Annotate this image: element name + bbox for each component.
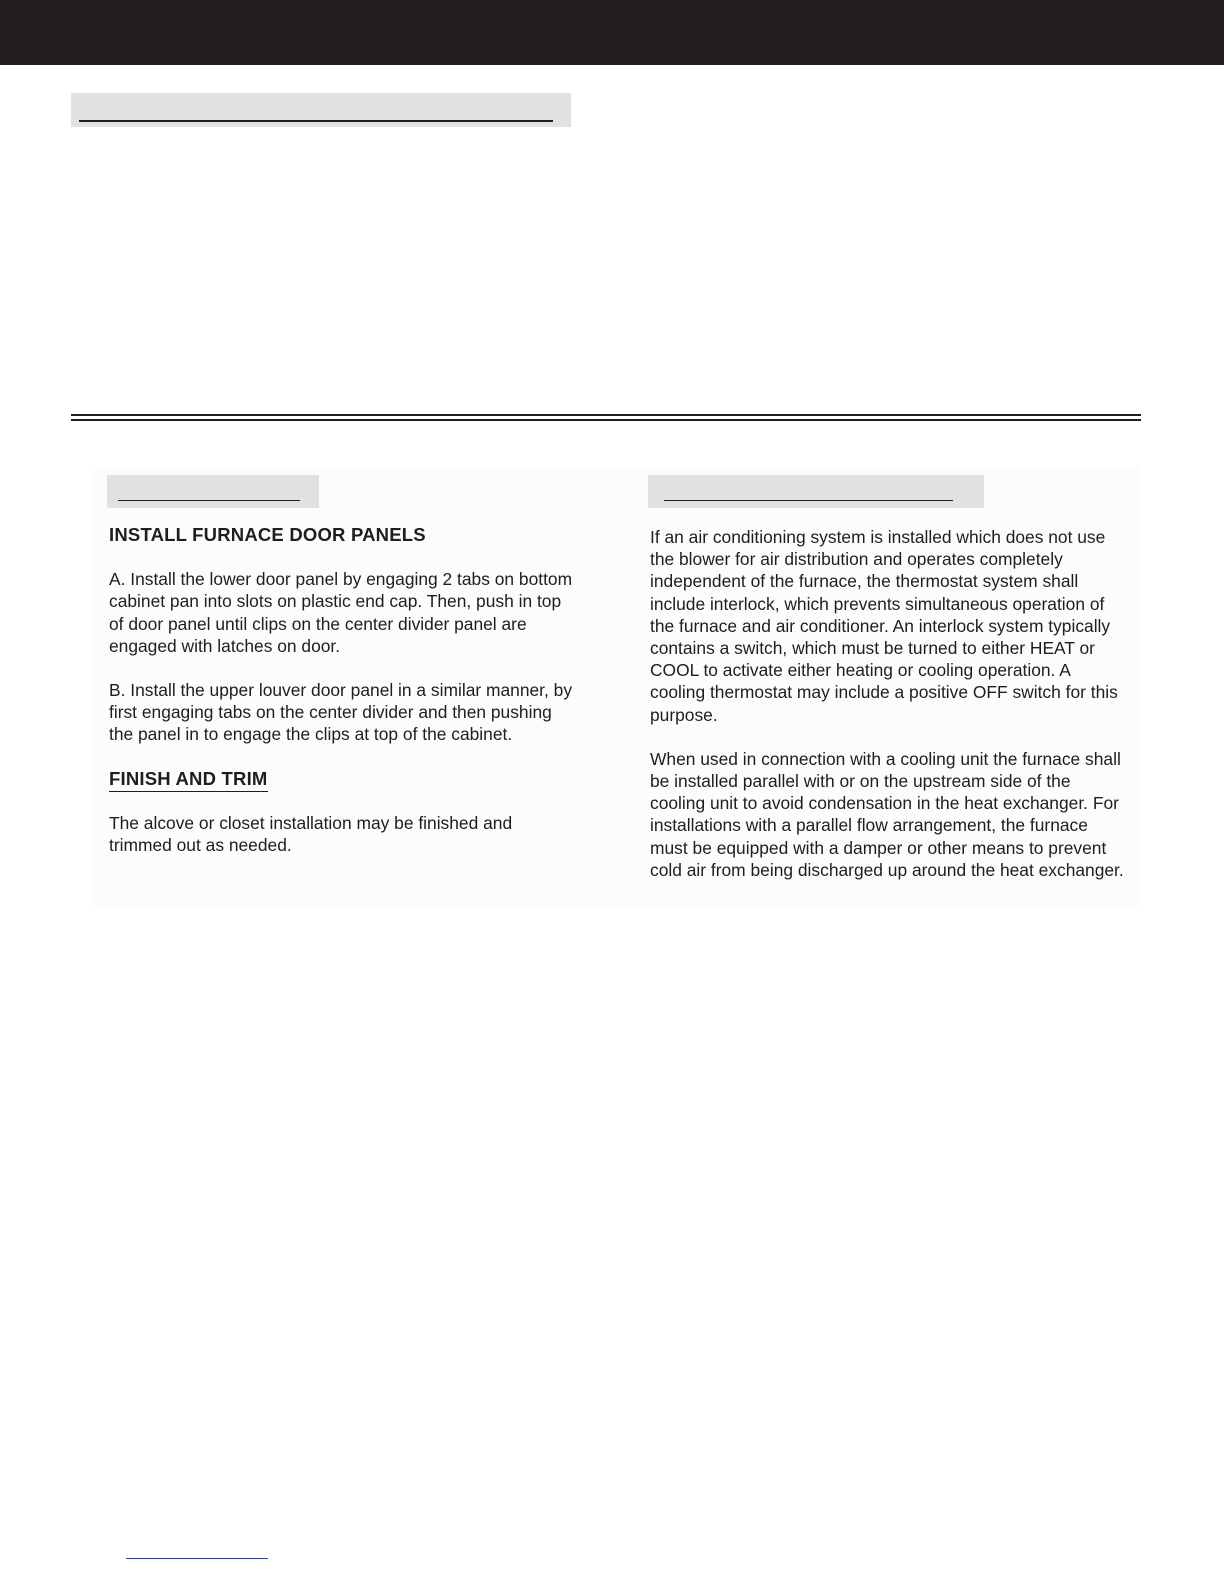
right-section-label-box — [648, 475, 984, 508]
section-title-box — [71, 93, 571, 127]
right-section-label-underline — [664, 500, 953, 501]
finish-and-trim-heading: FINISH AND TRIM — [109, 768, 268, 792]
top-header-bar — [0, 0, 1224, 65]
section-title-underline — [79, 120, 553, 122]
right-column — [650, 526, 1128, 881]
left-section-label-underline — [118, 500, 300, 501]
install-door-panels-heading: INSTALL FURNACE DOOR PANELS — [109, 524, 426, 545]
footer-link-underline[interactable] — [126, 1558, 268, 1559]
left-column — [109, 524, 579, 856]
interlock-paragraph: If an air conditioning system is installed which does not use the blower for air distribution and operates completely independent of the furnace, the thermostat system shall include interlock, which prevents simultaneous operation of the furnace and air conditioner. An interlock system typically contains a switch, which must be turned to either HEAT or COOL to activate either heating or cooling operation. A cooling thermostat may include a positive OFF switch for this purpose. — [650, 527, 1118, 725]
left-section-label-box — [107, 475, 319, 508]
paragraph-b: B. Install the upper louver door panel in a similar manner, by first engaging tabs on the center divider and then pushing the panel in to engage the clips at top of the cabinet. — [109, 680, 573, 745]
finish-paragraph: The alcove or closet installation may be finished and trimmed out as needed. — [109, 812, 513, 856]
paragraph-a: A. Install the lower door panel by engaging 2 tabs on bottom cabinet pan into slots on plastic end cap. Then, push in top of door panel until clips on the center divider panel are engaged with latches on door. — [109, 569, 573, 656]
parallel-flow-paragraph: When used in connection with a cooling unit the furnace shall be installed parallel with or on the upstream side of the cooling unit to avoid condensation in the heat exchanger. For installations with a parallel flow arrangement, the furnace must be equipped with a damper or other means to prevent cold air from being discharged up around the heat exchanger. — [650, 748, 1124, 880]
section-divider — [71, 414, 1141, 421]
